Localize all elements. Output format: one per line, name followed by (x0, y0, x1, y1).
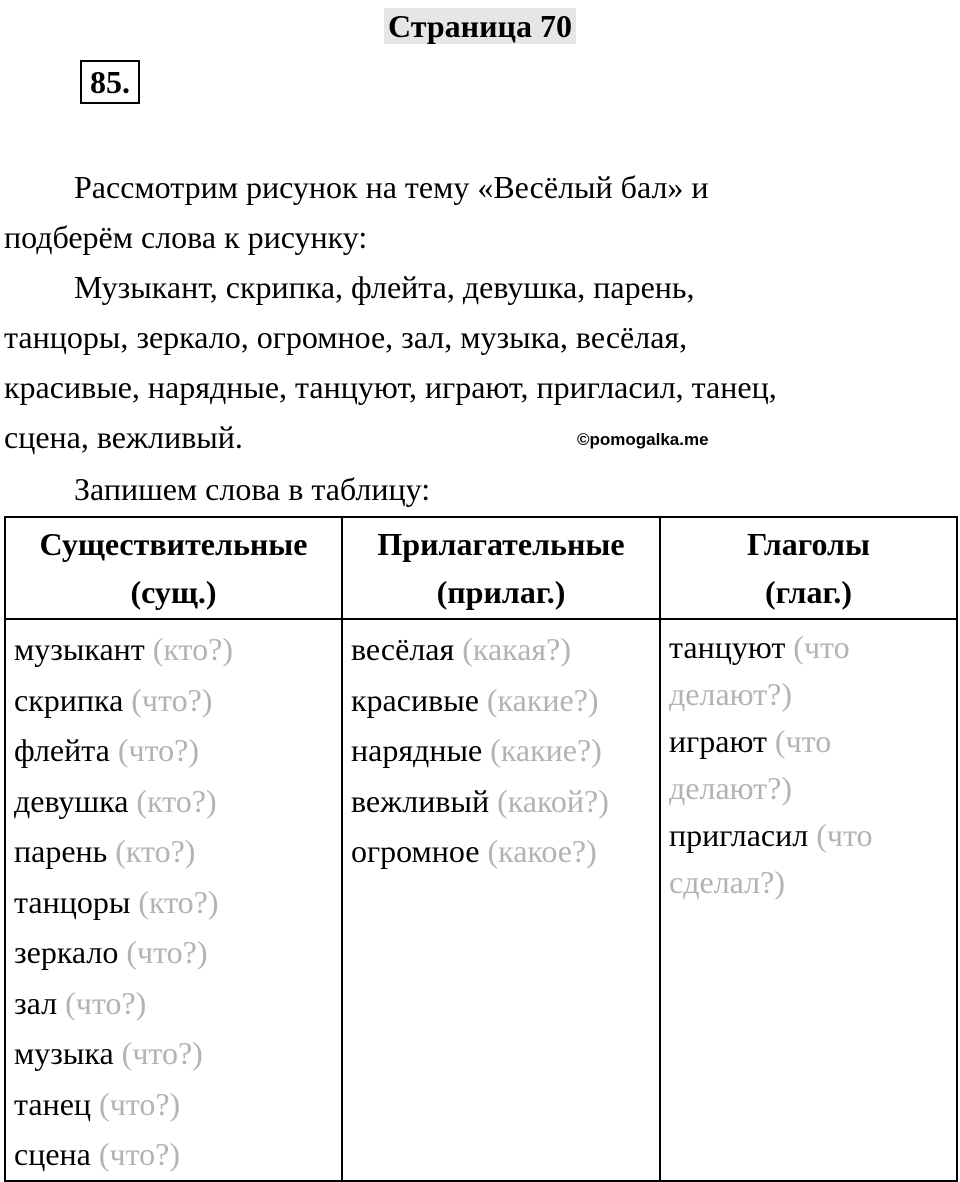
header-line: Глаголы (747, 526, 870, 562)
adjective-question: (какой?) (497, 782, 609, 819)
verbs-cell (660, 619, 957, 1181)
noun-word: скрипка (14, 681, 124, 718)
adjective-question: (какие?) (490, 732, 602, 768)
adjective-word: огромное (351, 833, 480, 869)
noun-word: флейта (14, 732, 110, 768)
verb-question: (что делают?) (669, 723, 832, 806)
verb-word: танцуют (669, 629, 786, 665)
noun-item (14, 927, 333, 978)
intro-paragraph (4, 162, 954, 262)
noun-item (14, 1079, 333, 1130)
page-title-text: Страница 70 (384, 8, 576, 44)
noun-word: зал (14, 984, 58, 1021)
watermark: ©pomogalka.me (577, 430, 709, 449)
intro-line: Рассмотрим рисунок на тему «Весёлый бал» и (74, 169, 709, 205)
header-abbr: (сущ.) (130, 574, 217, 610)
adjectives-cell (342, 619, 660, 1181)
adjective-word: нарядные (351, 732, 483, 768)
intro-line: подберём слова к рисунку: (4, 219, 368, 255)
noun-word: сцена (14, 1136, 91, 1172)
noun-item (14, 978, 333, 1029)
table-intro (4, 464, 954, 514)
verb-word: пригласил (669, 817, 809, 853)
header-abbr: (прилаг.) (436, 574, 566, 610)
header-verbs (660, 517, 957, 619)
nouns-cell (5, 619, 342, 1181)
verb-item (669, 718, 948, 812)
noun-question: (что?) (65, 984, 147, 1021)
header-line: Прилагательные (377, 526, 625, 562)
adjective-question: (какое?) (487, 833, 597, 869)
page-title (0, 4, 960, 48)
parts-of-speech-table (4, 516, 958, 1182)
header-line: Существительные (39, 526, 308, 562)
adjective-word: весёлая (351, 631, 455, 667)
noun-word: танцоры (14, 883, 131, 920)
adjective-word: вежливый (351, 782, 490, 819)
verb-word: играют (669, 723, 767, 759)
noun-item (14, 1028, 333, 1079)
verb-question: (что сделал?) (669, 817, 873, 900)
noun-question: (кто?) (115, 833, 196, 869)
adjective-item (351, 776, 651, 827)
noun-item (14, 725, 333, 776)
noun-item (14, 826, 333, 877)
table-intro-line: Запишем слова в таблицу: (74, 471, 431, 507)
adjective-word: красивые (351, 681, 479, 718)
noun-question: (что?) (126, 934, 208, 970)
words-line: танцоры, зеркало, огромное, зал, музыка, весёлая, (4, 319, 688, 355)
adjective-item (351, 624, 651, 675)
noun-question: (что?) (117, 732, 199, 768)
header-adjectives (342, 517, 660, 619)
header-nouns (5, 517, 342, 619)
verb-item (669, 812, 948, 906)
noun-item (14, 877, 333, 928)
noun-question: (кто?) (136, 782, 217, 819)
words-paragraph (4, 262, 954, 462)
table-body-row (5, 619, 957, 1181)
adjective-item (351, 675, 651, 726)
adjective-question: (какая?) (462, 631, 571, 667)
noun-word: музыка (14, 1035, 114, 1071)
noun-question: (что?) (99, 1085, 181, 1122)
verb-item (669, 624, 948, 718)
noun-word: девушка (14, 782, 129, 819)
task-number: 85. (80, 60, 140, 104)
table-header-row (5, 517, 957, 619)
noun-item (14, 624, 333, 675)
verb-question: (что делают?) (669, 629, 850, 712)
noun-item (14, 776, 333, 827)
noun-item (14, 675, 333, 726)
noun-question: (кто?) (138, 883, 219, 920)
adjective-item (351, 826, 651, 877)
noun-word: парень (14, 833, 108, 869)
words-line: красивые, нарядные, танцуют, играют, пригласил, танец, (4, 369, 777, 405)
adjective-question: (какие?) (486, 681, 599, 718)
noun-word: зеркало (14, 934, 119, 970)
noun-question: (кто?) (152, 631, 233, 667)
words-line: сцена, вежливый. (4, 419, 243, 455)
header-abbr: (глаг.) (764, 574, 853, 610)
noun-item (14, 1129, 333, 1180)
words-line: Музыкант, скрипка, флейта, девушка, парень, (74, 269, 695, 305)
noun-word: музыкант (14, 631, 145, 667)
noun-word: танец (14, 1085, 92, 1122)
noun-question: (что?) (131, 681, 213, 718)
noun-question: (что?) (121, 1035, 203, 1071)
noun-question: (что?) (98, 1136, 181, 1172)
adjective-item (351, 725, 651, 776)
